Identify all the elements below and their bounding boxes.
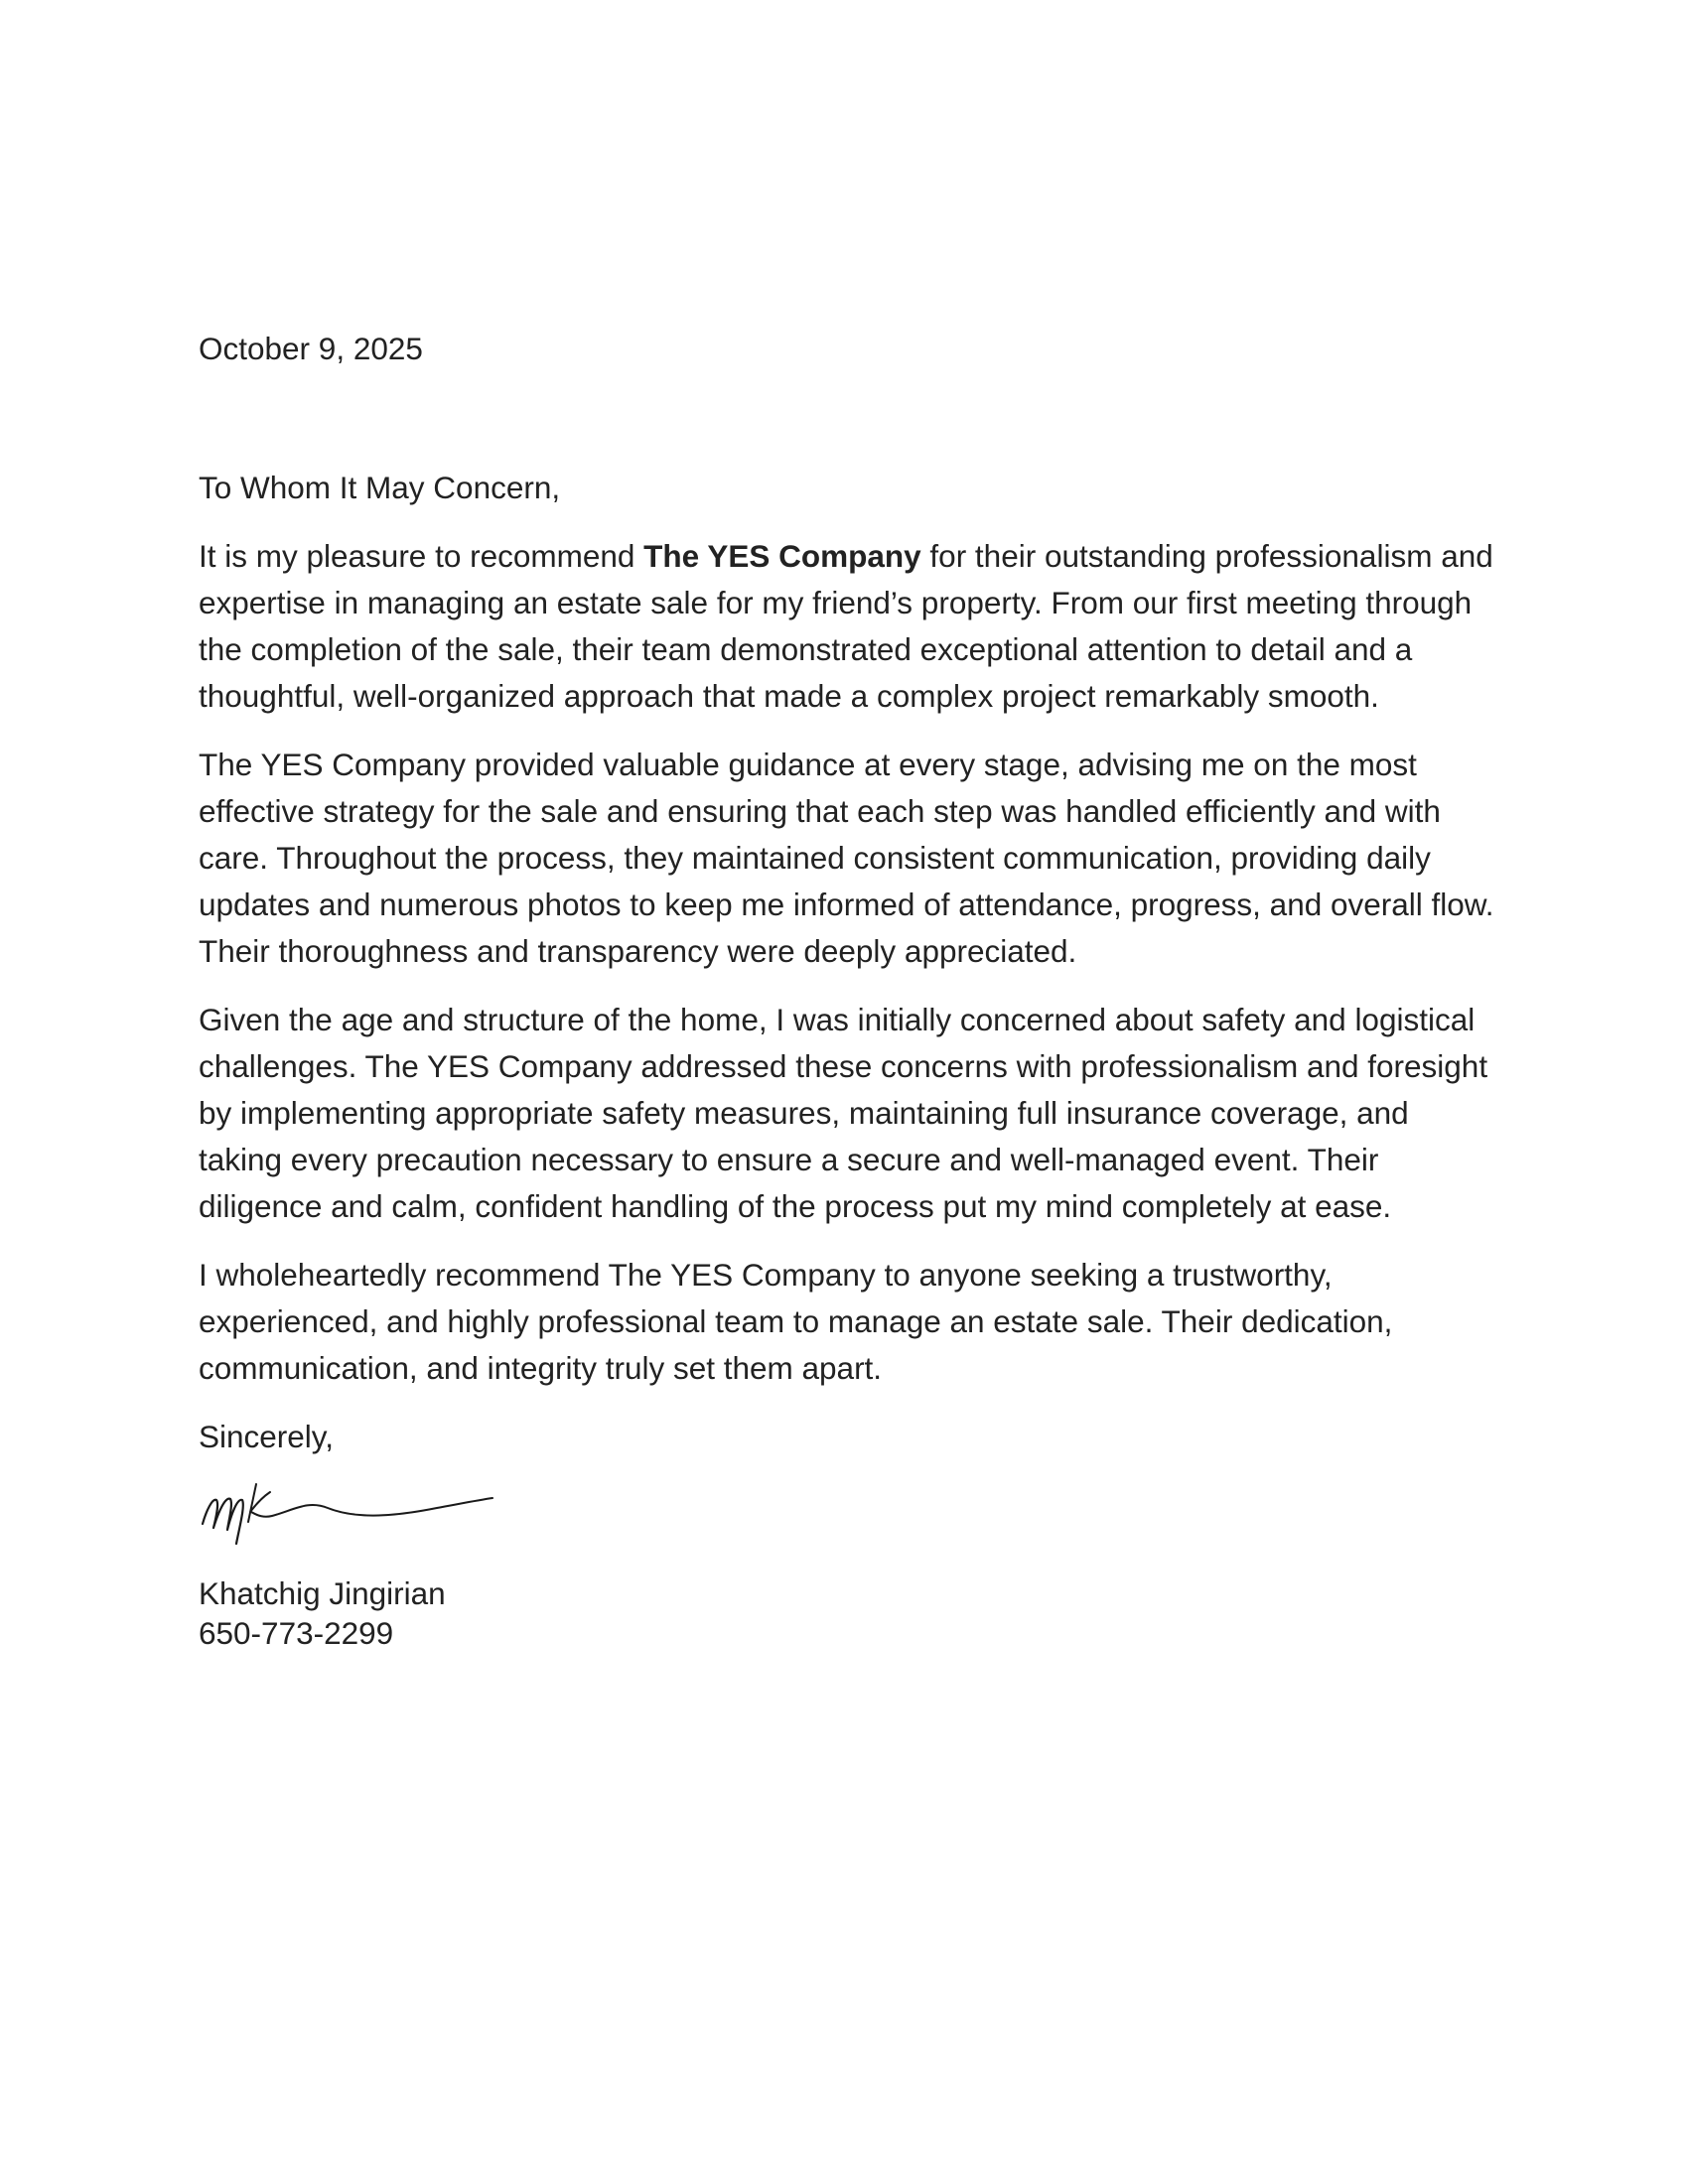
company-name-bold: The YES Company [643,538,921,574]
handwritten-signature [199,1466,496,1546]
paragraph-1-rest: for their outstanding professionalism and expertise in managing an estate sale for my friend’s property. From our first meeting through the completion of the sale, their team demonstrated exceptional attention to detail and a thoughtful, well-organized approach that made a complex project remarkably smooth. [199,538,1493,714]
letter-body [199,326,1494,1653]
paragraph-4: I wholeheartedly recommend The YES Company to anyone seeking a trustworthy, experienced, and highly professional team to manage an estate sale. Their dedication, communication, and integrity truly set them apart. [199,1257,1393,1386]
paragraph-2: The YES Company provided valuable guidance at every stage, advising me on the most effective strategy for the sale and ensuring that each step was handled efficiently and with care. Throughout the process, they maintained consistent communication, providing daily updates and numerous photos to keep me informed of attendance, progress, and overall flow. Their thoroughness and transparency were deeply appreciated. [199,747,1494,969]
closing: Sincerely, [199,1419,334,1454]
letter-date: October 9, 2025 [199,331,423,366]
paragraph-1-intro: It is my pleasure to recommend [199,538,644,574]
salutation: To Whom It May Concern, [199,470,561,505]
paragraph-1 [199,533,1494,720]
signature-stroke-2 [248,1484,492,1522]
signer-phone: 650-773-2299 [199,1615,394,1651]
signature-stroke-1 [203,1499,243,1544]
paragraph-3: Given the age and structure of the home, I was initially concerned about safety and logistical challenges. The YES Company addressed these concerns with professionalism and foresight by implementing appropriate safety measures, maintaining full insurance coverage, and taking every precaution necessary to ensure a secure and well-managed event. Their diligence and calm, confident handling of the process put my mind completely at ease. [199,1002,1488,1224]
signer-name: Khatchig Jingirian [199,1575,446,1611]
